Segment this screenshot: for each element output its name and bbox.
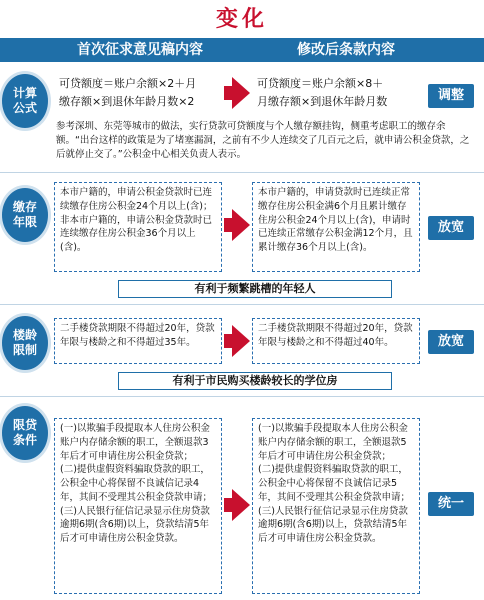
tag-unify: 统一: [428, 492, 474, 516]
formula-revised: [252, 72, 420, 114]
deposit-banner: 有利于频繁跳槽的年轻人: [118, 280, 392, 298]
arrow-icon: [232, 209, 250, 241]
category-formula-label: 计算公式: [12, 86, 37, 115]
formula-original-line1: 可贷额度＝账户余额×2＋月: [59, 77, 197, 90]
deposit-original: 本市户籍的，申请公积金贷款时已连续缴存住房公积金24个月以上(含)；非本市户籍的，申请公积金贷款时已连续缴存住房公积金36个月以上(含)。: [54, 182, 222, 272]
divider: [0, 304, 484, 305]
column-header-original: 首次征求意见稿内容: [77, 42, 203, 58]
category-loan-limit-label: 限贷条件: [12, 418, 37, 447]
category-deposit: [2, 188, 48, 242]
category-deposit-label: 缴存年限: [12, 200, 37, 229]
loan-limit-original: (一)以欺骗手段提取本人住房公积金账户内存储余额的职工，全额退款3年后才可申请住房公积金贷款； (二)提供虚假资料骗取贷款的职工，公积金中心将保留不良诚信记录4年，其间不受理其公积金贷款申请； (三)人民银行征信记录显示住房贷款逾期6期(含6期)以上，贷款结清5年后才可申请住房公积金贷款。: [54, 418, 222, 594]
arrow-icon: [232, 489, 250, 521]
formula-revised-line2: 月缴存额×到退休年龄月数: [257, 94, 388, 108]
arrow-icon: [232, 77, 250, 109]
building-age-original: 二手楼贷款期限不得超过20年，贷款年限与楼龄之和不得超过35年。: [54, 318, 222, 364]
formula-original: [54, 72, 222, 114]
category-building-age-label: 楼龄限制: [12, 328, 37, 357]
category-loan-limit: [2, 406, 48, 460]
formula-original-line2: 缴存额×到退休年龄月数×2: [59, 94, 195, 108]
deposit-revised: 本市户籍的，申请贷款时已连续正常缴存住房公积金满6个月且累计缴存住房公积金24个月以上(含)，申请时已连续正常缴存公积金满12个月，且累计缴存36个月以上(含)。: [252, 182, 420, 272]
category-building-age: [2, 316, 48, 370]
category-formula: [2, 74, 48, 128]
formula-revised-line1: 可贷额度＝账户余额×8＋: [257, 77, 384, 90]
tag-relax: 放宽: [428, 330, 474, 354]
building-age-revised: 二手楼贷款期限不得超过20年，贷款年限与楼龄之和不得超过40年。: [252, 318, 420, 364]
column-header-revised: 修改后条款内容: [297, 42, 395, 58]
page-title: 变化: [215, 7, 268, 32]
arrow-icon: [232, 325, 250, 357]
divider: [0, 172, 484, 173]
tag-adjust: 调整: [428, 84, 474, 108]
divider: [0, 396, 484, 397]
loan-limit-revised: (一)以欺骗手段提取本人住房公积金账户内存储余额的职工，全额退款5年后才可申请住房公积金贷款； (二)提供虚假资料骗取贷款的职工，公积金中心将保留不良诚信记录5年，其间不受理其公积金贷款申请； (三)人民银行征信记录显示住房贷款逾期6期(含6期)以上，贷款结清5年后才可申请住房公积金贷款。: [252, 418, 420, 594]
building-age-banner: 有利于市民购买楼龄较长的学位房: [118, 372, 392, 390]
formula-note: 参考深圳、东莞等城市的做法，实行贷款可贷额度与个人缴存额挂钩，侧重考虑职工的缴存余额。“出台这样的政策是为了堵塞漏洞，之前有不少人连续交了几百元之后，就申请公积金贷款，之后就停止交了。”公积金中心相关负责人表示。: [56, 121, 470, 160]
tag-relax: 放宽: [428, 216, 474, 240]
